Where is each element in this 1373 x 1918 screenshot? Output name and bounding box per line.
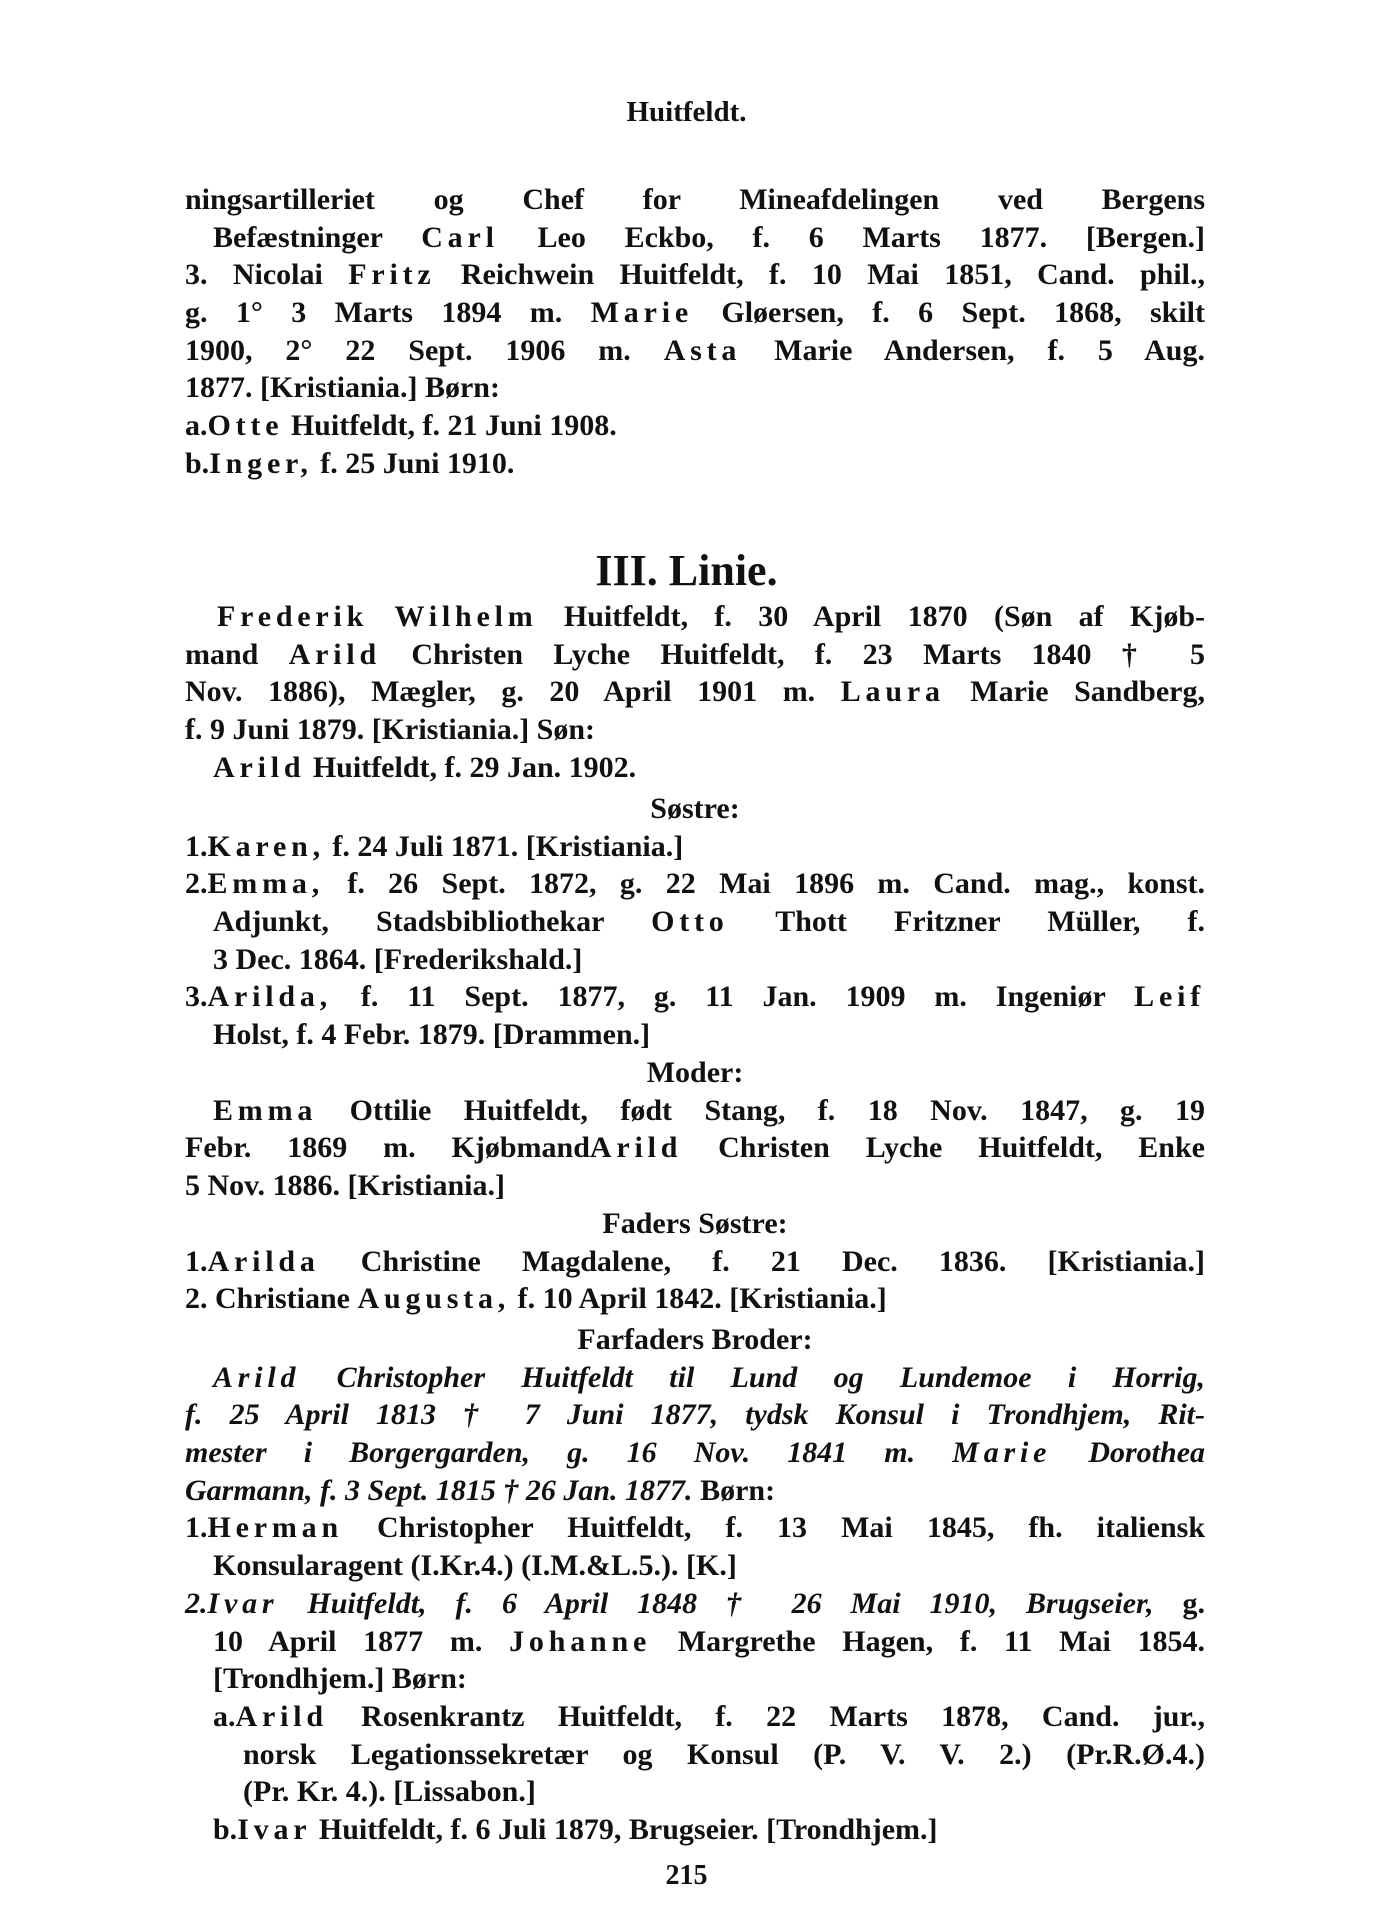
section-moder [185,1054,1205,1205]
child-entry: b.Inger, f. 25 Juni 1910. [185,446,515,480]
section-title: III. Linie. [595,546,778,595]
text-line: Arild Huitfeldt, f. 29 Jan. 1902. [213,750,637,784]
list-item: b.Ivar Huitfeldt, f. 6 Juli 1879, Brugseier. [Trondhjem.] [213,1812,938,1846]
text-line: [Trondhjem.] Børn: [213,1662,467,1696]
text-line: Garmann, f. 3 Sept. 1815 † 26 Jan. 1877. Børn: [185,1473,776,1507]
text-line: Holst, f. 4 Febr. 1879. [Drammen.] [213,1018,651,1052]
text-line: mand Arild Christen Lyche Huitfeldt, f. 23 Marts 1840 † 5 [185,637,1206,671]
text-line: Febr. 1869 m. KjøbmandArild Christen Lyche Huitfeldt, Enke [185,1131,1205,1165]
section-faders-sostre [185,1205,1205,1318]
text-line: Frederik Wilhelm Huitfeldt, f. 30 April 1870 (Søn af Kjøb- [217,600,1205,633]
list-item: a.Arild Rosenkrantz Huitfeldt, f. 22 Marts 1878, Cand. jur., [213,1699,1206,1733]
list-item: 1.Karen, f. 24 Juli 1871. [Kristiania.] [185,829,684,863]
text-line: Nov. 1886), Mægler, g. 20 April 1901 m. Laura Marie Sandberg, [185,675,1205,709]
list-item: 2. Christiane Augusta, f. 10 April 1842. [Kristiania.] [185,1282,887,1316]
text-line: f. 25 April 1813 † 7 Juni 1877, tydsk Konsul i Trondhjem, Rit- [185,1398,1205,1432]
page-number: 215 [665,1860,708,1891]
subheading: Moder: [646,1056,744,1089]
list-item: 3.Arilda, f. 11 Sept. 1877, g. 11 Jan. 1909 m. Ingeniør Leif [185,980,1206,1014]
text-line: Konsularagent (I.Kr.4.) (I.M.&L.5.). [K.] [213,1549,737,1583]
subheading: Søstre: [650,792,740,825]
text-line: g. 1° 3 Marts 1894 m. Marie Gløersen, f. 6 Sept. 1868, skilt [185,296,1205,330]
section-linie-iii [185,598,1205,786]
running-head: Huitfeldt. [626,96,747,128]
list-item: 2.Ivar Huitfeldt, f. 6 April 1848 † 26 Mai 1910, Brugseier, g. [185,1586,1206,1620]
section-farfaders-broder [185,1321,1205,1849]
text-line: 3 Dec. 1864. [Frederikshald.] [213,942,583,976]
text-line: Emma Ottilie Huitfeldt, født Stang, f. 18 Nov. 1847, g. 19 [213,1093,1205,1127]
section-continuation [185,181,1205,483]
text-line: 1900, 2° 22 Sept. 1906 m. Asta Marie Andersen, f. 5 Aug. [185,333,1205,367]
text-line: mester i Borgergarden, g. 16 Nov. 1841 m. Marie Dorothea [185,1436,1206,1470]
section-sostre [185,790,1205,1054]
text-line: 1877. [Kristiania.] Børn: [185,371,500,405]
text-line: Arild Christopher Huitfeldt til Lund og Lundemoe i Horrig, [213,1360,1205,1394]
list-item: 1.Herman Christopher Huitfeldt, f. 13 Mai 1845, fh. italiensk [185,1511,1206,1545]
list-item: 2.Emma, f. 26 Sept. 1872, g. 22 Mai 1896 m. Cand. mag., konst. [185,867,1205,901]
subheading: Faders Søstre: [602,1207,788,1240]
text-line: Befæstninger Carl Leo Eckbo, f. 6 Marts 1877. [Bergen.] [213,220,1205,254]
text-line: Adjunkt, Stadsbibliothekar Otto Thott Fritzner Müller, f. [213,905,1205,939]
entry-nicolai: 3. Nicolai Fritz Reichwein Huitfeldt, f. 10 Mai 1851, Cand. phil., [185,258,1205,292]
list-item: 1.Arilda Christine Magdalene, f. 21 Dec. 1836. [Kristiania.] [185,1244,1206,1278]
text-line: norsk Legationssekretær og Konsul (P. V. V. 2.) (Pr.R.Ø.4.) [243,1737,1205,1771]
text-line: 10 April 1877 m. Johanne Margrethe Hagen, f. 11 Mai 1854. [213,1624,1206,1658]
text-line: (Pr. Kr. 4.). [Lissabon.] [243,1775,536,1809]
text-line: f. 9 Juni 1879. [Kristiania.] Søn: [185,713,596,747]
text-line: ningsartilleriet og Chef for Mineafdelingen ved Bergens [185,183,1205,216]
child-entry: a.Otte Huitfeldt, f. 21 Juni 1908. [185,409,617,443]
text-line: 5 Nov. 1886. [Kristiania.] [185,1169,505,1203]
subheading: Farfaders Broder: [577,1323,813,1356]
